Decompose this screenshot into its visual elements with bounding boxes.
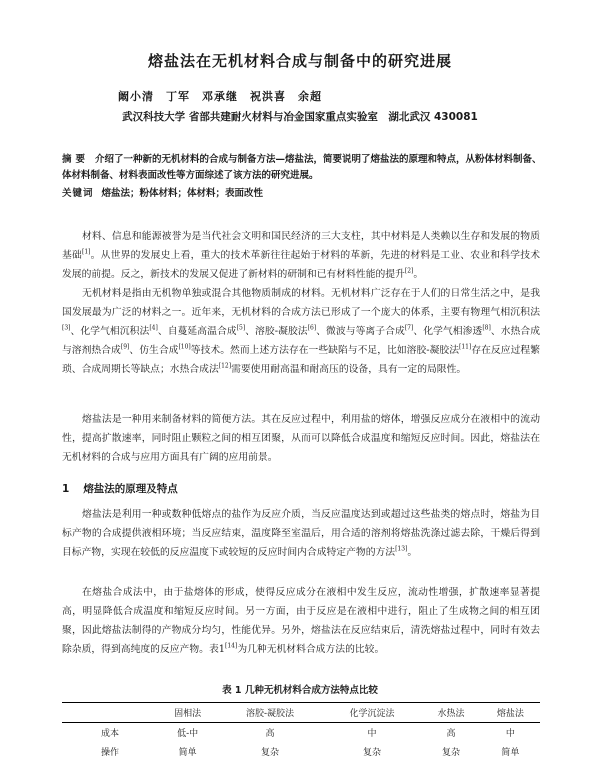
citation: [2]	[404, 267, 414, 275]
text-run: 、水热合成与溶剂热合成	[62, 326, 541, 356]
citation: [14]	[224, 642, 238, 650]
citation: [7]	[404, 324, 414, 332]
table-header-cell: 化学沉淀法	[349, 709, 395, 719]
table-header-cell: 固相法	[174, 709, 202, 719]
table-cell: 操作	[100, 748, 119, 758]
table-cell: 低-中	[177, 729, 199, 739]
section-heading	[62, 481, 178, 496]
citation: [10]	[178, 343, 191, 351]
table-cell: 简单	[501, 748, 520, 758]
citation: [6]	[307, 324, 317, 332]
text-run: 材料、信息和能源被誉为是当代社会文明和国民经济的三大支柱，其中材料是人类赖以生存和发展的物质基础	[62, 231, 540, 261]
text-run: 、化学气相渗透	[413, 326, 483, 337]
table-header-cell: 溶胶-凝胶法	[245, 709, 294, 719]
text-run: 、化学气相沉积法	[70, 326, 150, 337]
comparison-table	[62, 702, 540, 761]
text-run: 、自蔓延高温合成	[157, 326, 237, 337]
table-header-cell: 熔盐法	[496, 709, 524, 719]
citation: [3]	[62, 324, 71, 332]
citation: [9]	[120, 343, 130, 351]
table-cell: 复杂	[260, 748, 279, 758]
intro-paragraph-2	[62, 284, 540, 379]
citation: [13]	[395, 545, 408, 553]
text-run: 需要使用耐高温和耐高压的设备，具有一定的局限性。	[231, 364, 467, 375]
table-header-cell	[62, 703, 158, 723]
section1-paragraph-1	[62, 505, 540, 562]
intro-paragraph-3: 熔盐法是一种用来制备材料的简便方法。其在反应过程中，利用盐的熔体，增强反应成分在液相中的流动性，提高扩散速率，同时阻止颗粒之间的相互团聚，从而可以降低合成温度和缩短反应时间。因此，熔盐法在无机材料的合成与应用方面具有广阔的应用前景。	[62, 414, 540, 463]
table-cell: 复杂	[442, 748, 461, 758]
intro-paragraph-1	[62, 227, 540, 284]
table-caption: 表 1 几种无机材料合成方法特点比较	[222, 685, 378, 696]
text-run: 。	[407, 547, 418, 558]
affiliation: 武汉科技大学 省部共建耐火材料与冶金国家重点实验室 湖北武汉 430081	[122, 111, 478, 123]
text-run: 、仿生合成	[129, 345, 179, 356]
citation: [11]	[459, 343, 472, 351]
table-cell: 复杂	[363, 748, 382, 758]
abstract-label: 摘要	[62, 154, 90, 165]
text-run: 存在反应过程繁琐、合成周期长等缺点；水热合成法	[62, 345, 541, 375]
abstract	[62, 152, 542, 184]
table-cell: 成本	[100, 729, 119, 739]
author-list: 阚小清 丁军 邓承继 祝洪喜 余超	[118, 90, 322, 103]
table-cell: 高	[265, 729, 275, 739]
paper-title: 熔盐法在无机材料合成与制备中的研究进展	[147, 52, 452, 70]
table-cell: 简单	[178, 748, 197, 758]
abstract-text: 介绍了一种新的无机材料的合成与制备方法—熔盐法，简要说明了熔盐法的原理和特点，从粉体材料制备、体材料制备、材料表面改性等方面综述了该方法的研究进展。	[62, 154, 542, 181]
text-run: 等技术。然而上述方法存在一些缺陷与不足，比如溶胶-凝胶法	[190, 345, 460, 356]
citation: [5]	[236, 324, 246, 332]
citation: [4]	[149, 324, 158, 332]
text-run: 。	[413, 269, 424, 280]
text-run: 为几种无机材料合成方法的比较。	[237, 644, 385, 655]
citation: [8]	[482, 324, 491, 332]
text-run: 。从世界的发展史上看，重大的技术革新往往起始于材料的革新，先进的材料是工业、农业和科学技术发展的前提。反之，新技术的发展又促进了新材料的研制和已有材料性能的提升	[62, 250, 541, 280]
text-run: 熔盐法是利用一种或数种低熔点的盐作为反应介质，当反应温度达到或超过这些盐类的熔点时，熔盐为目标产物的合成提供液相环境；当反应结束，温度降至室温后，用合适的溶剂将熔盐洗涤过滤去除，干燥后得到目标产物，实现在较低的反应温度下或较短的反应时间内合成特定产物的方法	[62, 509, 540, 558]
table-cell: 中	[505, 729, 515, 739]
table-row	[62, 742, 540, 761]
table-cell: 高	[446, 729, 456, 739]
section-number: 1	[62, 483, 70, 495]
table-row	[62, 723, 540, 743]
keywords-label: 关键词	[62, 188, 94, 199]
keywords-text: 熔盐法；粉体材料；体材料；表面改性	[101, 188, 264, 199]
text-run: 、微波与等离子合成	[316, 326, 405, 337]
citation: [1]	[81, 248, 91, 256]
text-run: 、溶胶-凝胶法	[245, 326, 308, 337]
citation: [12]	[218, 362, 232, 370]
text-run: 无机材料是指由无机物单独或混合其他物质制成的材料。无机材料广泛存在于人们的日常生活之中，是我国发展最为广泛的材料之一。近年来，无机材料的合成方法已形成了一个庞大的体系，主要有物理气相沉积法	[62, 288, 540, 318]
section-title: 熔盐法的原理及特点	[83, 483, 178, 495]
table-header-cell: 水热法	[437, 709, 465, 719]
table-cell: 中	[367, 729, 377, 739]
section1-paragraph-2	[62, 583, 540, 659]
keywords	[62, 185, 542, 199]
text-run: 在熔盐合成法中，由于盐熔体的形成，使得反应成分在液相中发生反应，流动性增强，扩散速率显著提高，明显降低合成温度和缩短反应时间。另一方面，由于反应是在液相中进行，阻止了生成物之间的相互团聚，因此熔盐法制得的产物成分均匀，性能优异。另外，熔盐法在反应结束后，清洗熔盐过程中，同时有效去除杂质，得到高纯度的反应产物。表1	[62, 587, 540, 655]
table-header-row	[62, 703, 540, 723]
